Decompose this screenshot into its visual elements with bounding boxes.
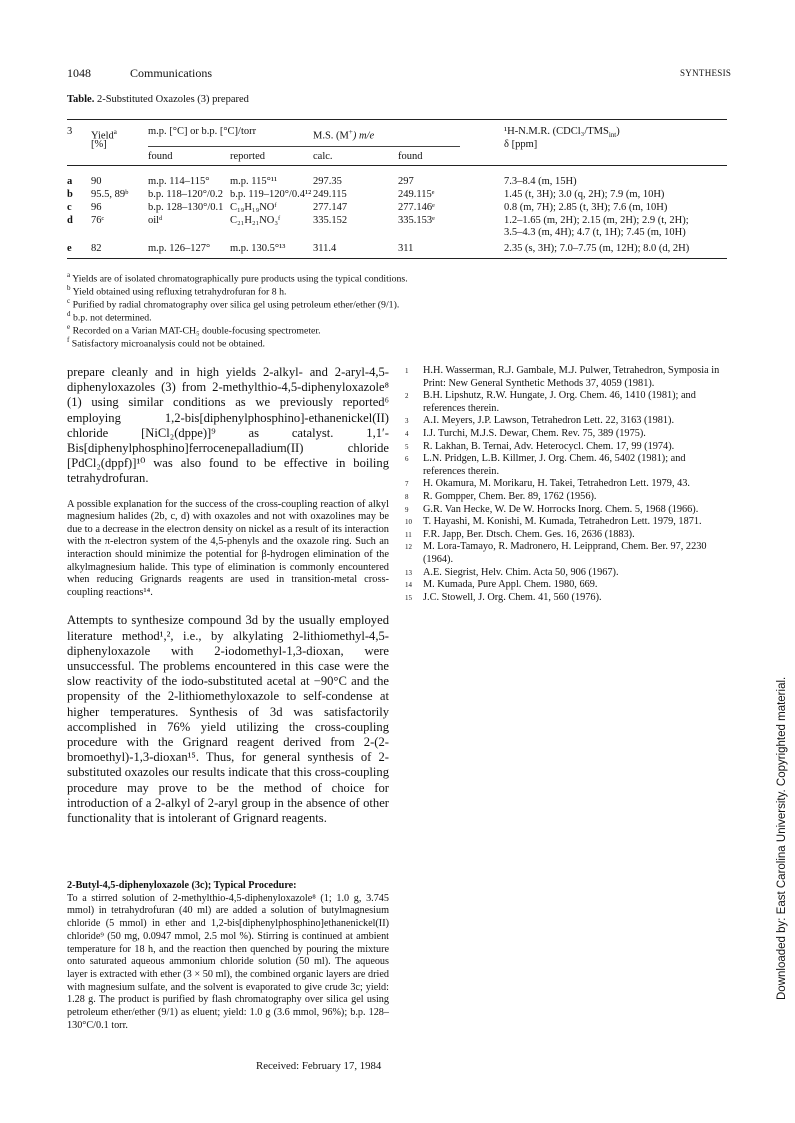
reference-text: G.R. Van Hecke, W. De W. Horrocks Inorg. Chem. 5, 1968 (1966).: [423, 503, 699, 515]
row-c-yield: 96: [91, 202, 102, 213]
col-mp-group: m.p. [°C] or b.p. [°C]/torr: [148, 126, 257, 137]
reference-number: 7: [405, 480, 409, 489]
body-paragraph-3: Attempts to synthesize compound 3d by the usually employed literature method¹,², i.e., by alkylating 2-lithiomethyl-4,5-diphenyloxazole with 2-iodomethyl-1,3-dioxan, were unsuccessful. The problems encountered in this case were the slow reactivity of the iodo-substituted acetal at −90°C and the propensity of the 2-lithiomethyloxazole to self-condense at higher temperatures. Synthesis of 3d was satisfactorily accomplished in 76% yield utilizing the cross-coupling procedure with the Grignard reagent derived from 2-(2-bromoethyl)-1,3-dioxan¹⁵. Thus, for general synthesis of 2-substituted oxazoles our results indicate that this cross-coupling procedure may prove to be the method of choice for introduction of a 2-alkyl of 2-aryl group in the absence of other functionality that is intolerant of Grignard reagents.: [67, 613, 389, 826]
col-mp-reported: reported: [230, 151, 265, 162]
reference-text: B.H. Lipshutz, R.W. Hungate, J. Org. Chem. 46, 1410 (1981); and references therein.: [423, 390, 696, 414]
row-b-yield: 95.5, 89ᵇ: [91, 189, 129, 200]
body-text: [67, 365, 389, 826]
table-bottom-rule: [67, 258, 727, 259]
reference-number: 13: [405, 568, 412, 577]
col-mp-found: found: [148, 151, 173, 162]
table-caption-label: Table.: [67, 94, 95, 105]
row-a-found: m.p. 114–115°: [148, 176, 210, 187]
col-ms-found: found: [398, 151, 423, 162]
reference-number: 1: [405, 367, 409, 375]
col-yield: Yield$^a$: [91, 128, 117, 142]
table-caption-text: 2-Substituted Oxazoles (3) prepared: [94, 94, 249, 105]
row-a-calc: 297.35: [313, 176, 342, 187]
reference-number: 4: [405, 429, 409, 438]
reference-number: 6: [405, 455, 409, 464]
row-c-ms-found: 277.146ᵉ: [398, 202, 435, 213]
reference-item: [405, 592, 727, 605]
row-d-nmr: 1.2–1.65 (m, 2H); 2.15 (m, 2H); 2.9 (t, 2H);: [504, 215, 689, 226]
row-b-calc: 249.115: [313, 189, 347, 200]
reference-item: [405, 516, 727, 529]
reference-item: [405, 390, 727, 415]
reference-text: H.H. Wasserman, R.J. Gambale, M.J. Pulwer, Tetrahedron, Symposia in Print: New General Synthetic Methods 37, 4059 (1981).: [423, 365, 720, 389]
row-d-nmr-cont: 3.5–4.3 (m, 4H); 4.7 (t, 1H); 7.45 (m, 10H): [504, 227, 686, 238]
reference-text: R. Lakhan, B. Ternai, Adv. Heterocycl. Chem. 17, 99 (1974).: [423, 440, 675, 452]
reference-number: 2: [405, 392, 409, 401]
journal-name: SYNTHESIS: [680, 68, 732, 78]
download-watermark: Downloaded by: East Carolina University. Copyrighted material.: [776, 676, 788, 1000]
reference-item: [405, 529, 727, 542]
reference-item: [405, 415, 727, 428]
table-caption: [67, 94, 249, 105]
row-b-ms-found: 249.115ᵉ: [398, 189, 435, 200]
row-e-found: m.p. 126–127°: [148, 243, 211, 254]
row-d-yield: 76ᶜ: [91, 215, 105, 226]
reference-text: I.J. Turchi, M.J.S. Dewar, Chem. Rev. 75, 389 (1975).: [423, 427, 646, 439]
reference-number: 8: [405, 492, 409, 501]
col-compound: 3: [67, 126, 73, 137]
footnote-c: $^c$ Purified by radial chromatography over silica gel using petroleum ether/ether (9/1).: [67, 297, 400, 311]
row-e-calc: 311.4: [313, 243, 337, 254]
page-number: 1048: [67, 66, 91, 80]
reference-text: H. Okamura, M. Morikaru, H. Takei, Tetrahedron Lett. 1979, 43.: [423, 478, 690, 490]
reference-number: 12: [405, 543, 412, 552]
reference-text: A.E. Siegrist, Helv. Chim. Acta 50, 906 (1967).: [423, 566, 619, 578]
reference-item: [405, 541, 727, 566]
reference-text: L.N. Pridgen, L.B. Killmer, J. Org. Chem. 46, 5402 (1981); and references therein.: [423, 453, 686, 477]
footnote-d: $^d$ b.p. not determined.: [67, 310, 152, 324]
reference-text: M. Lora-Tamayo, R. Madronero, H. Leipprand, Chem. Ber. 97, 2230 (1964).: [423, 541, 707, 565]
references-list: [405, 365, 727, 604]
row-d-found: oilᵈ: [148, 215, 163, 226]
reference-item: [405, 579, 727, 592]
reference-item: [405, 478, 727, 491]
reference-item: [405, 504, 727, 517]
col-ms-group: M.S. (M+) m/e: [313, 128, 375, 142]
row-b-nmr: 1.45 (t, 3H); 3.0 (q, 2H); 7.9 (m, 10H): [504, 189, 665, 200]
col-nmr-unit: δ [ppm]: [504, 139, 538, 150]
footnote-f: $^f$ Satisfactory microanalysis could not be obtained.: [67, 336, 265, 350]
reference-text: T. Hayashi, M. Konishi, M. Kumada, Tetrahedron Lett. 1979, 1871.: [423, 516, 702, 528]
row-a-ms-found: 297: [398, 176, 414, 187]
col-ms-calc: calc.: [313, 151, 333, 162]
reference-item: [405, 567, 727, 580]
procedure-title: 2-Butyl-4,5-diphenyloxazole (3c); Typical Procedure:: [67, 880, 297, 891]
row-d-calc: 335.152: [313, 215, 348, 226]
footnote-b: $^b$ Yield obtained using refluxing tetrahydrofuran for 8 h.: [67, 284, 287, 298]
row-b-reported: b.p. 119–120°/0.4¹²: [230, 189, 312, 200]
row-c-id: c: [67, 202, 72, 213]
row-a-yield: 90: [91, 176, 102, 187]
row-e-nmr: 2.35 (s, 3H); 7.0–7.75 (m, 12H); 8.0 (d, 2H): [504, 243, 690, 254]
reference-item: [405, 428, 727, 441]
row-d-reported: C₂₁H₂₁NO₃ᶠ: [230, 215, 281, 226]
reference-text: R. Gompper, Chem. Ber. 89, 1762 (1956).: [423, 490, 597, 502]
reference-number: 15: [405, 593, 412, 602]
row-c-reported: C₁₉H₁₉NOᶠ: [230, 202, 277, 213]
footnote-a: $^a$ Yields are of isolated chromatographically pure products using the typical conditions.: [67, 271, 408, 285]
body-paragraph-1: prepare cleanly and in high yields 2-alkyl- and 2-aryl-4,5-diphenyloxazoles (3) from 2-methylthio-4,5-diphenyloxazole⁸ (1) using similar conditions as we previously reported⁶ employing 1,2-bis[diphenylphosphino]-ethanenickel(II) chloride [NiCl₂(dppe)]⁹ as catalyst. 1,1′-Bis[diphenylphosphino]ferrocenepalladium(II) chloride [PdCl₂(dppf)]¹⁰ was also found to be effective in boiling tetrahydrofuran.: [67, 365, 389, 486]
row-e-reported: m.p. 130.5°¹³: [230, 243, 286, 254]
reference-text: F.R. Japp, Ber. Dtsch. Chem. Ges. 16, 2636 (1883).: [423, 528, 635, 540]
row-b-found: b.p. 118–120°/0.2: [148, 189, 223, 200]
reference-number: 10: [405, 518, 412, 527]
reference-item: [405, 365, 727, 390]
row-a-id: a: [67, 176, 73, 187]
reference-text: J.C. Stowell, J. Org. Chem. 41, 560 (1976).: [423, 591, 602, 603]
table-header-rule: [67, 165, 727, 166]
reference-number: 3: [405, 417, 409, 426]
row-e-yield: 82: [91, 243, 102, 254]
typical-procedure: [67, 880, 389, 1032]
reference-item: [405, 441, 727, 454]
col-nmr: ¹H-N.M.R. $(CDCl_3/TMS_{int})$: [504, 126, 620, 140]
row-c-calc: 277.147: [313, 202, 348, 213]
reference-text: A.I. Meyers, J.P. Lawson, Tetrahedron Lett. 22, 3163 (1981).: [423, 415, 675, 427]
row-d-id: d: [67, 215, 73, 226]
reference-number: 14: [405, 581, 412, 590]
row-e-ms-found: 311: [398, 243, 414, 254]
row-a-reported: m.p. 115°¹¹: [230, 176, 278, 187]
received-date: Received: February 17, 1984: [256, 1060, 382, 1072]
procedure-text: To a stirred solution of 2-methylthio-4,5-diphenyloxazole⁸ (1; 1.0 g, 3.745 mmol) in tetrahydrofuran (40 ml) are added a solution of butylmagnesium chloride (5 mmol) in ether and 1,2-bis[diphenylphosphino]ethanenickel(II) chloride⁹ (50 mg, 0.0947 mmol, 2.5 mol %). Stirring is continued at ambient temperature for 18 h, and the reaction then quenched by pouring the mixture onto saturated aqueous ammonium chloride solution (50 ml). The aqueous layer is extracted with ether (3 × 50 ml), the combined organic layers are dried with magnesium sulfate, and the solvent is evaporated to give crude 3c; yield: 1.28 g. The product is purified by flash chromatography over silica gel using petroleum ether/ether (9/1) as eluent; yield: 1.0 g (3.6 mmol, 96%); b.p. 128–130°C/0.1 torr.: [67, 892, 389, 1031]
reference-number: 9: [405, 505, 409, 514]
row-c-found: b.p. 128–130°/0.1: [148, 202, 224, 213]
reference-item: [405, 453, 727, 478]
row-d-ms-found: 335.153ᵉ: [398, 215, 435, 226]
footnote-e: $^e$ Recorded on a Varian MAT-CH₅ double-focusing spectrometer.: [67, 323, 321, 337]
col-yield-unit: [%]: [91, 139, 107, 150]
row-a-nmr: 7.3–8.4 (m, 15H): [504, 176, 577, 187]
row-e-id: e: [67, 243, 72, 254]
table-top-rule: [67, 119, 727, 120]
reference-text: M. Kumada, Pure Appl. Chem. 1980, 669.: [423, 579, 598, 591]
row-c-nmr: 0.8 (m, 7H); 2.85 (t, 3H); 7.6 (m, 10H): [504, 202, 668, 213]
reference-number: 11: [405, 530, 412, 539]
body-paragraph-2: A possible explanation for the success of the cross-coupling reaction of alkyl magnesium halides (2b, c, d) with oxazoles and not with oxazolines may be due to a decrease in the electron density on nickel as a result of its interaction with the π-electron system of the 4,5-phenyls and the oxazole ring. Such an interaction should minimize the potential for β-hydrogen elimination of the alkylmagnesium halide. This type of elimination is commonly encountered when reducing Grignards reagents are used in transition-metal cross-coupling reactions¹⁴.: [67, 498, 389, 598]
ms-group-rule: [313, 146, 460, 147]
section-title: Communications: [130, 66, 212, 80]
reference-number: 5: [405, 442, 409, 451]
row-b-id: b: [67, 189, 73, 200]
reference-item: [405, 491, 727, 504]
